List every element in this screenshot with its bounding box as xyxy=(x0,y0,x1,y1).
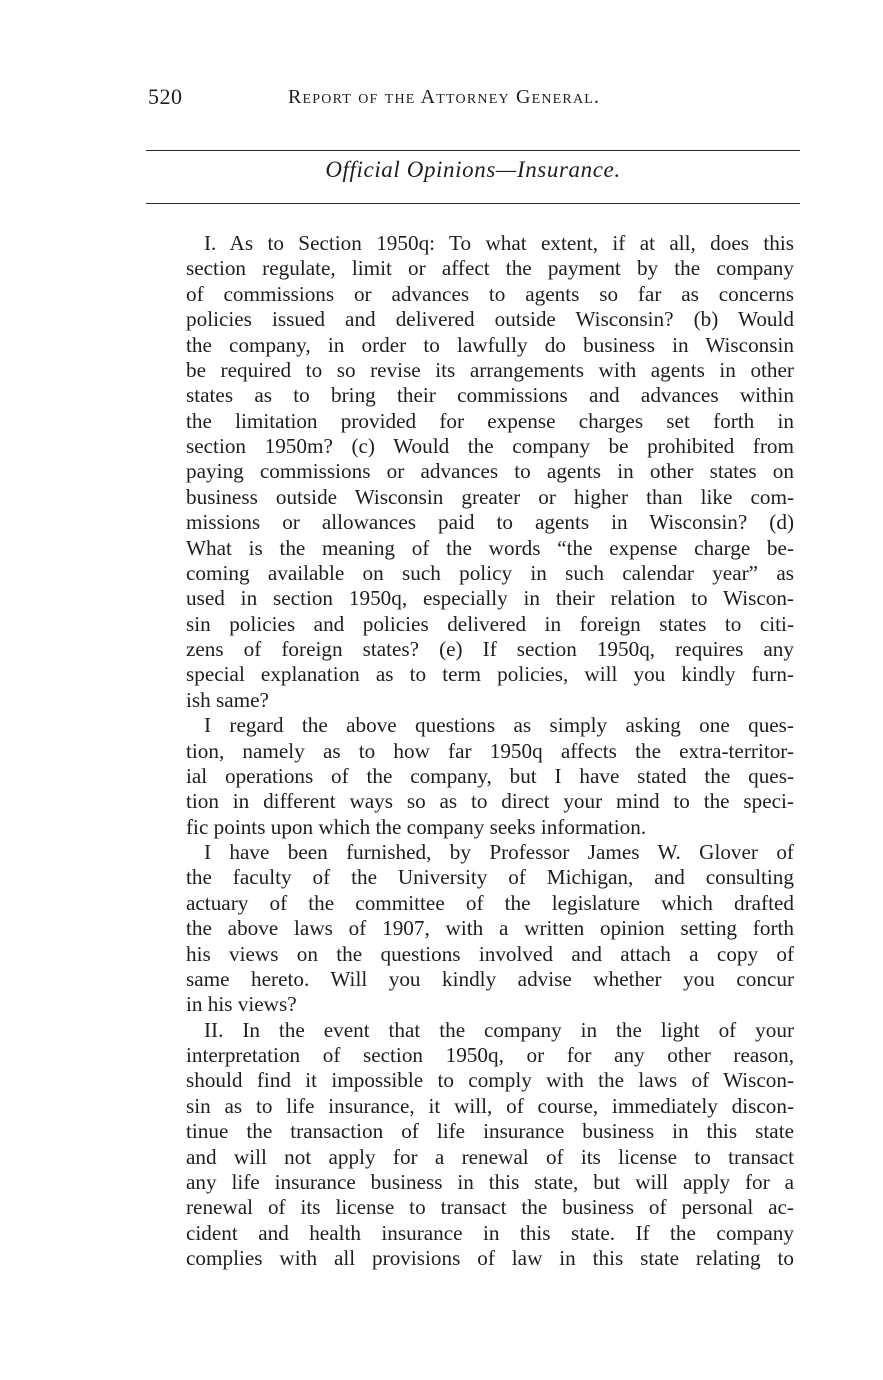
text-line: of commissions or advances to agents so far as concerns xyxy=(186,281,794,306)
text-line: cident and health insurance in this state. If the company xyxy=(186,1220,794,1245)
text-line: tion, namely as to how far 1950q affects the extra-territor- xyxy=(186,738,794,763)
text-line: the limitation provided for expense charges set forth in xyxy=(186,408,794,433)
text-line: same hereto. Will you kindly advise whether you concur xyxy=(186,966,794,991)
text-line: missions or allowances paid to agents in Wisconsin? (d) xyxy=(186,510,794,535)
header-rule-top xyxy=(146,150,800,151)
text-line: in his views? xyxy=(186,992,297,1017)
text-line: states as to bring their commissions and advances within xyxy=(186,383,794,408)
text-line: ial operations of the company, but I have stated the ques- xyxy=(186,763,794,788)
text-line: should find it impossible to comply with the laws of Wiscon- xyxy=(186,1068,794,1093)
text-line: II. In the event that the company in the light of your xyxy=(204,1017,794,1042)
report-title: Report of the Attorney General. xyxy=(288,86,601,108)
text-line: actuary of the committee of the legislature which drafted xyxy=(186,890,794,915)
text-line: the above laws of 1907, with a written opinion setting forth xyxy=(186,916,794,941)
text-line: renewal of its license to transact the business of personal ac- xyxy=(186,1195,794,1220)
text-line: used in section 1950q, especially in their relation to Wiscon- xyxy=(186,586,794,611)
text-line: I have been furnished, by Professor James W. Glover of xyxy=(204,840,794,864)
text-line: I. As to Section 1950q: To what extent, if at all, does this xyxy=(204,231,794,255)
section-heading: Official Opinions—Insurance. xyxy=(325,157,621,182)
text-line: be required to so revise its arrangements with agents in other xyxy=(186,357,794,382)
text-line: tinue the transaction of life insurance business in this state xyxy=(186,1119,794,1144)
text-line: any life insurance business in this state, but will apply for a xyxy=(186,1169,794,1194)
text-line: zens of foreign states? (e) If section 1950q, requires any xyxy=(186,637,794,661)
running-header xyxy=(148,84,800,118)
body-text xyxy=(186,231,794,1271)
text-line: policies issued and delivered outside Wisconsin? (b) Would xyxy=(186,307,794,332)
text-line: tion in different ways so as to direct your mind to the speci- xyxy=(186,789,794,814)
page-number: 520 xyxy=(148,84,183,109)
text-line: interpretation of section 1950q, or for any other reason, xyxy=(186,1043,794,1067)
text-line: complies with all provisions of law in this state relating to xyxy=(186,1246,794,1270)
text-line: the faculty of the University of Michigan, and consulting xyxy=(186,865,794,890)
text-line: fic points upon which the company seeks information. xyxy=(186,814,647,839)
text-line: ish same? xyxy=(186,687,269,712)
text-line: section regulate, limit or affect the payment by the company xyxy=(186,256,794,281)
text-line: sin as to life insurance, it will, of course, immediately discon- xyxy=(186,1093,794,1118)
text-line: business outside Wisconsin greater or higher than like com- xyxy=(186,484,794,509)
text-line: special explanation as to term policies, will you kindly furn- xyxy=(186,662,794,687)
text-line: coming available on such policy in such calendar year” as xyxy=(186,560,794,585)
header-rule-bottom xyxy=(146,203,800,204)
text-line: sin policies and policies delivered in foreign states to citi- xyxy=(186,611,794,636)
text-line: What is the meaning of the words “the expense charge be- xyxy=(186,535,794,560)
text-line: section 1950m? (c) Would the company be prohibited from xyxy=(186,434,794,458)
text-line: I regard the above questions as simply asking one ques- xyxy=(204,713,794,738)
text-line: and will not apply for a renewal of its license to transact xyxy=(186,1144,794,1169)
text-line: the company, in order to lawfully do business in Wisconsin xyxy=(186,332,794,357)
text-line: his views on the questions involved and attach a copy of xyxy=(186,941,794,966)
text-line: paying commissions or advances to agents in other states on xyxy=(186,459,794,484)
